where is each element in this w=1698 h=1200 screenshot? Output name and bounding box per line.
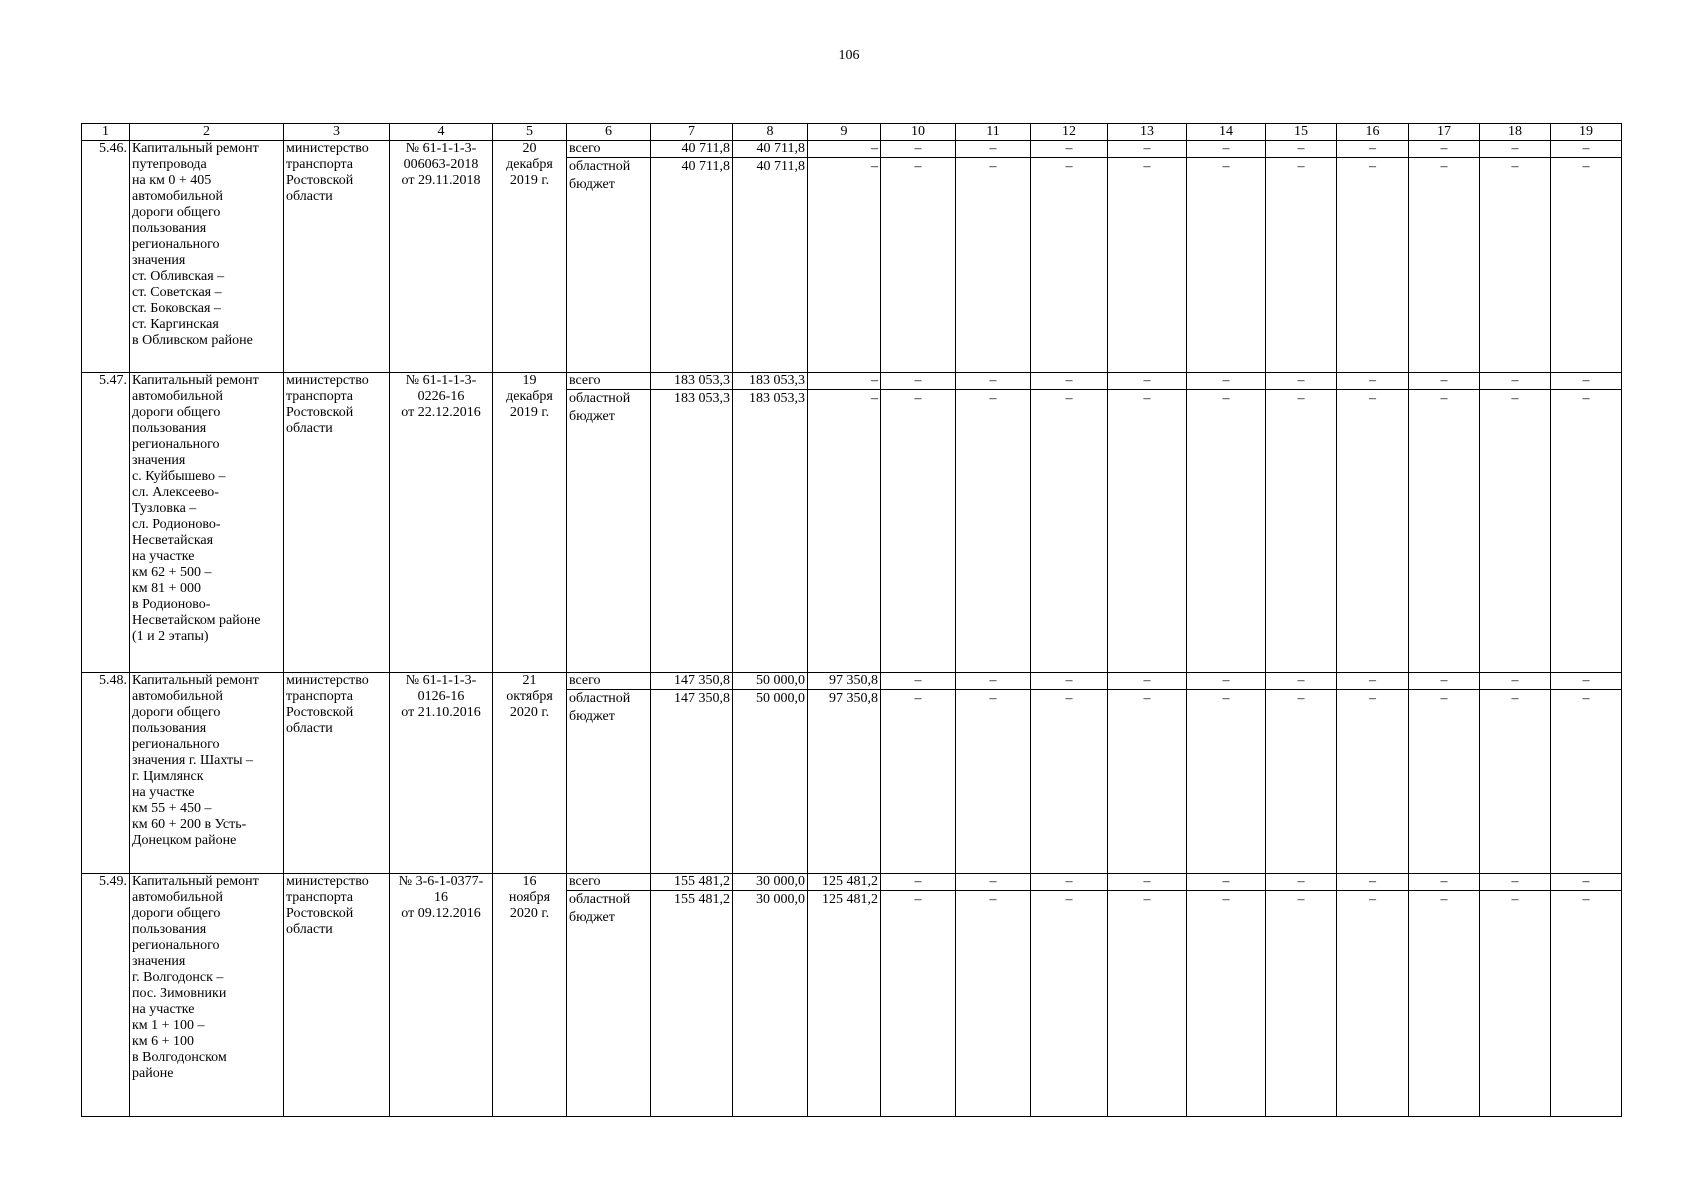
value-cell: – [881, 673, 956, 690]
source-total: всего [567, 141, 651, 158]
document-cell: № 61-1-1-3- 0126-16 от 21.10.2016 [390, 673, 493, 874]
row-index: 5.49. [82, 874, 130, 1117]
value-cell: – [1187, 158, 1266, 373]
document-cell: № 61-1-1-3- 0226-16 от 22.12.2016 [390, 373, 493, 673]
value-cell: 97 350,8 [808, 673, 881, 690]
value-cell: – [1266, 158, 1337, 373]
value-cell: – [956, 141, 1031, 158]
col-number: 3 [284, 124, 390, 141]
value-cell: – [1031, 373, 1108, 390]
value-cell: – [1266, 690, 1337, 874]
customer-cell: министерство транспорта Ростовской области [284, 373, 390, 673]
value-cell: – [1337, 373, 1409, 390]
value-cell: – [1551, 673, 1622, 690]
value-cell: – [956, 390, 1031, 673]
source-total: всего [567, 874, 651, 891]
customer-cell: министерство транспорта Ростовской области [284, 874, 390, 1117]
value-cell: – [1031, 390, 1108, 673]
value-cell: 147 350,8 [651, 690, 733, 874]
value-cell: 40 711,8 [733, 141, 808, 158]
value-cell: – [1480, 673, 1551, 690]
value-cell: – [1266, 373, 1337, 390]
value-cell: – [1409, 373, 1480, 390]
value-cell: 183 053,3 [733, 373, 808, 390]
customer-cell: министерство транспорта Ростовской области [284, 673, 390, 874]
completion-date-cell: 20 декабря 2019 г. [493, 141, 567, 373]
completion-date-cell: 16 ноября 2020 г. [493, 874, 567, 1117]
value-cell: – [1187, 673, 1266, 690]
col-number: 19 [1551, 124, 1622, 141]
value-cell: – [881, 874, 956, 891]
value-cell: – [1480, 891, 1551, 1117]
col-number: 9 [808, 124, 881, 141]
source-total: всего [567, 373, 651, 390]
value-cell: – [1551, 390, 1622, 673]
value-cell: – [881, 373, 956, 390]
col-number: 5 [493, 124, 567, 141]
value-cell: – [1266, 874, 1337, 891]
object-row-total [82, 141, 1622, 158]
value-cell: – [881, 891, 956, 1117]
value-cell: – [956, 673, 1031, 690]
value-cell: 155 481,2 [651, 891, 733, 1117]
value-cell: 40 711,8 [651, 141, 733, 158]
value-cell: – [1187, 891, 1266, 1117]
value-cell: – [1187, 690, 1266, 874]
object-name: Капитальный ремонт автомобильной дороги общего пользования регионального значения г. Волгодонск – пос. Зимовники на участке км 1 + 100 – км 6 + 100 в Волгодонском районе [130, 874, 284, 1117]
value-cell: 40 711,8 [651, 158, 733, 373]
value-cell: – [881, 158, 956, 373]
value-cell: 155 481,2 [651, 874, 733, 891]
value-cell: – [1108, 690, 1187, 874]
value-cell: – [808, 390, 881, 673]
source-total: всего [567, 673, 651, 690]
value-cell: – [1337, 673, 1409, 690]
value-cell: – [956, 891, 1031, 1117]
value-cell: – [1108, 874, 1187, 891]
value-cell: – [881, 141, 956, 158]
value-cell: – [1108, 141, 1187, 158]
value-cell: – [1551, 158, 1622, 373]
value-cell: 30 000,0 [733, 891, 808, 1117]
value-cell: – [1480, 141, 1551, 158]
col-number: 10 [881, 124, 956, 141]
object-row-total [82, 673, 1622, 690]
value-cell: 125 481,2 [808, 874, 881, 891]
value-cell: – [1337, 891, 1409, 1117]
source-budget: областной бюджет [567, 891, 651, 1117]
value-cell: – [1266, 673, 1337, 690]
col-number: 17 [1409, 124, 1480, 141]
value-cell: – [1409, 673, 1480, 690]
value-cell: – [1337, 390, 1409, 673]
investment-table [81, 123, 1622, 1117]
value-cell: – [956, 158, 1031, 373]
value-cell: – [1409, 891, 1480, 1117]
object-row-total [82, 874, 1622, 891]
value-cell: – [1337, 874, 1409, 891]
value-cell: – [1337, 158, 1409, 373]
col-number: 11 [956, 124, 1031, 141]
value-cell: – [1337, 141, 1409, 158]
value-cell: – [1031, 874, 1108, 891]
col-number: 12 [1031, 124, 1108, 141]
value-cell: – [1187, 373, 1266, 390]
value-cell: – [1108, 373, 1187, 390]
value-cell: 50 000,0 [733, 673, 808, 690]
value-cell: – [1480, 874, 1551, 891]
row-index: 5.47. [82, 373, 130, 673]
source-budget: областной бюджет [567, 690, 651, 874]
value-cell: – [1266, 891, 1337, 1117]
completion-date-cell: 19 декабря 2019 г. [493, 373, 567, 673]
value-cell: – [1480, 158, 1551, 373]
value-cell: – [1480, 373, 1551, 390]
column-number-header [82, 124, 1622, 141]
value-cell: – [1551, 891, 1622, 1117]
value-cell: – [1031, 158, 1108, 373]
source-budget: областной бюджет [567, 390, 651, 673]
col-number: 18 [1480, 124, 1551, 141]
value-cell: 183 053,3 [651, 390, 733, 673]
value-cell: 50 000,0 [733, 690, 808, 874]
value-cell: 30 000,0 [733, 874, 808, 891]
value-cell: 183 053,3 [733, 390, 808, 673]
col-number: 8 [733, 124, 808, 141]
value-cell: – [1031, 673, 1108, 690]
col-number: 2 [130, 124, 284, 141]
document-cell: № 3-6-1-0377- 16 от 09.12.2016 [390, 874, 493, 1117]
col-number: 6 [567, 124, 651, 141]
col-number: 7 [651, 124, 733, 141]
value-cell: 40 711,8 [733, 158, 808, 373]
col-number: 15 [1266, 124, 1337, 141]
value-cell: 183 053,3 [651, 373, 733, 390]
value-cell: – [956, 874, 1031, 891]
customer-cell: министерство транспорта Ростовской области [284, 141, 390, 373]
object-row-total [82, 373, 1622, 390]
value-cell: – [1187, 390, 1266, 673]
value-cell: – [1108, 390, 1187, 673]
value-cell: – [1551, 141, 1622, 158]
value-cell: – [1108, 158, 1187, 373]
value-cell: – [1108, 673, 1187, 690]
value-cell: – [1409, 874, 1480, 891]
col-number: 4 [390, 124, 493, 141]
value-cell: – [808, 141, 881, 158]
value-cell: – [1480, 690, 1551, 874]
value-cell: – [1409, 390, 1480, 673]
col-number: 13 [1108, 124, 1187, 141]
completion-date-cell: 21 октября 2020 г. [493, 673, 567, 874]
object-name: Капитальный ремонт автомобильной дороги общего пользования регионального значения г. Шахты – г. Цимлянск на участке км 55 + 450 – км 60 + 200 в Усть- Донецком районе [130, 673, 284, 874]
value-cell: – [956, 690, 1031, 874]
value-cell: 147 350,8 [651, 673, 733, 690]
value-cell: – [1187, 874, 1266, 891]
value-cell: – [1409, 141, 1480, 158]
value-cell: – [1409, 158, 1480, 373]
col-number: 14 [1187, 124, 1266, 141]
value-cell: – [1108, 891, 1187, 1117]
value-cell: – [1031, 891, 1108, 1117]
document-cell: № 61-1-1-3- 006063-2018 от 29.11.2018 [390, 141, 493, 373]
value-cell: – [956, 373, 1031, 390]
source-budget: областной бюджет [567, 158, 651, 373]
col-number: 1 [82, 124, 130, 141]
value-cell: – [1551, 874, 1622, 891]
row-index: 5.48. [82, 673, 130, 874]
value-cell: – [808, 373, 881, 390]
value-cell: – [808, 158, 881, 373]
value-cell: – [881, 390, 956, 673]
value-cell: 97 350,8 [808, 690, 881, 874]
object-name: Капитальный ремонт автомобильной дороги общего пользования регионального значения с. Куйбышево – сл. Алексеево- Тузловка – сл. Родионово- Несветайская на участке км 62 + 500 – км 81 + 000 в Родионово- Несветайском районе (1 и 2 этапы) [130, 373, 284, 673]
value-cell: – [1031, 141, 1108, 158]
value-cell: – [1337, 690, 1409, 874]
value-cell: – [1409, 690, 1480, 874]
value-cell: – [1266, 390, 1337, 673]
value-cell: – [1480, 390, 1551, 673]
value-cell: – [1187, 141, 1266, 158]
page-number: 106 [838, 48, 860, 63]
value-cell: 125 481,2 [808, 891, 881, 1117]
value-cell: – [1551, 373, 1622, 390]
value-cell: – [1266, 141, 1337, 158]
table-body [82, 124, 1622, 1117]
col-number: 16 [1337, 124, 1409, 141]
value-cell: – [1031, 690, 1108, 874]
row-index: 5.46. [82, 141, 130, 373]
value-cell: – [881, 690, 956, 874]
object-name: Капитальный ремонт путепровода на км 0 + 405 автомобильной дороги общего пользования регионального значения ст. Обливская – ст. Советская – ст. Боковская – ст. Каргинская в Обливском районе [130, 141, 284, 373]
value-cell: – [1551, 690, 1622, 874]
